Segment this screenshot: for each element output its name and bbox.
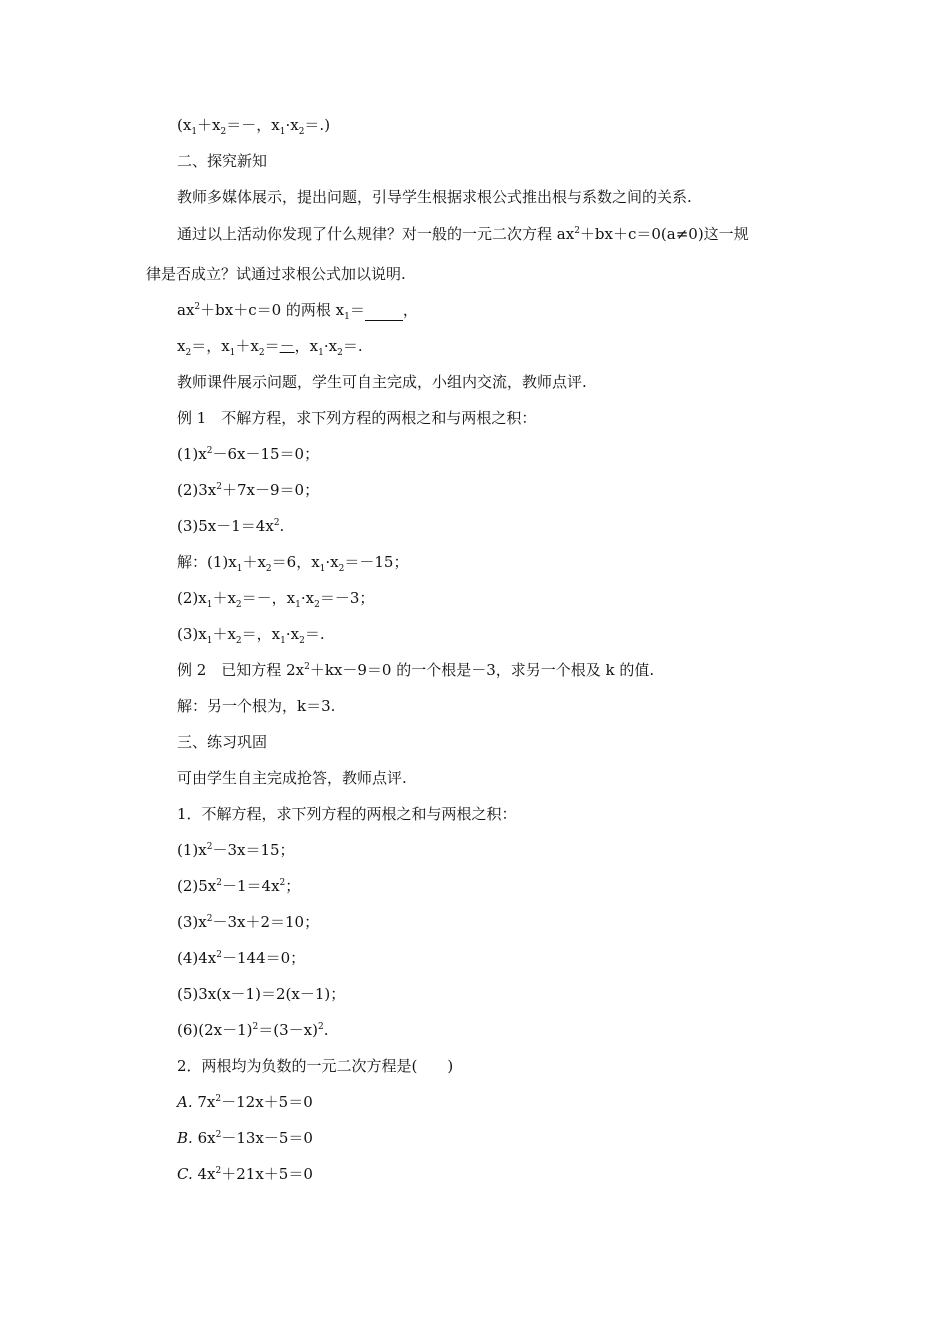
text-line xyxy=(177,552,408,572)
text-run: ·x xyxy=(300,589,315,607)
subscript: 2 xyxy=(298,127,305,137)
subscript: 1 xyxy=(318,348,324,358)
superscript: 2 xyxy=(273,518,280,528)
text-run: ·x xyxy=(285,116,299,134)
text-line xyxy=(177,732,267,752)
text-run: ·x xyxy=(323,337,338,355)
text-run: ＋kx－9＝0 的一个根是－3，求另一个根及 k 的值. xyxy=(309,661,655,679)
text-line xyxy=(177,624,325,644)
option-letter: A. xyxy=(177,1093,193,1111)
text-run: ， xyxy=(402,301,418,319)
subscript: 1 xyxy=(280,636,286,646)
subscript: 2 xyxy=(235,600,242,610)
text-run: 三、练习巩固 xyxy=(177,733,268,751)
text-run: －13x－5＝0 xyxy=(221,1129,313,1147)
text-run: －1＝4x xyxy=(222,877,280,895)
text-run: (x xyxy=(177,116,192,134)
text-run: (2)5x xyxy=(177,877,217,895)
superscript: 2 xyxy=(216,878,222,888)
text-run: ＋x xyxy=(212,589,236,607)
subscript: 1 xyxy=(229,348,236,358)
text-line xyxy=(177,408,536,428)
text-run: 律是否成立？试通过求根公式加以说明. xyxy=(146,265,406,283)
text-run: ＝. xyxy=(342,337,363,355)
text-run: (3)5x－1＝4x xyxy=(177,517,274,535)
text-run: ＋21x＋5＝0 xyxy=(221,1165,313,1183)
text-line xyxy=(177,840,295,860)
subscript: 1 xyxy=(319,564,326,574)
option-letter: C. xyxy=(177,1165,193,1183)
text-run: ＝－3； xyxy=(319,589,375,607)
text-line xyxy=(177,876,300,896)
text-line xyxy=(177,948,305,968)
text-run: ＝6，x xyxy=(271,553,320,571)
text-line xyxy=(177,984,345,1004)
text-run: 解：(1)x xyxy=(177,553,237,571)
superscript: 2 xyxy=(317,1022,324,1032)
superscript: 2 xyxy=(574,226,580,236)
text-run: ＝(3－x) xyxy=(258,1021,318,1039)
text-run: . xyxy=(279,517,285,535)
text-run: 6x xyxy=(192,1129,216,1147)
text-line xyxy=(177,300,418,321)
text-run: (4)4x xyxy=(177,949,217,967)
fill-blank xyxy=(365,300,403,321)
subscript: 2 xyxy=(235,636,242,646)
text-line xyxy=(177,444,319,464)
text-run: ＋7x－9＝0； xyxy=(222,481,320,499)
text-line xyxy=(177,1020,328,1040)
subscript: 2 xyxy=(314,600,320,610)
superscript: 2 xyxy=(215,1130,222,1140)
text-run: (6)(2x－1) xyxy=(177,1021,253,1039)
superscript: 2 xyxy=(206,842,213,852)
text-run: 例 1 不解方程，求下列方程的两根之和与两根之积： xyxy=(177,409,537,427)
subscript: 1 xyxy=(191,127,198,137)
text-run: 教师多媒体展示，提出问题，引导学生根据求根公式推出根与系数之间的关系. xyxy=(177,188,692,206)
superscript: 2 xyxy=(216,950,222,960)
text-run: ＋x xyxy=(235,337,259,355)
text-run: x xyxy=(177,337,186,355)
text-run: . xyxy=(323,1021,329,1039)
subscript: 1 xyxy=(279,127,286,137)
text-line xyxy=(177,1128,313,1148)
text-run: －3x＝15； xyxy=(212,841,295,859)
text-line xyxy=(177,804,517,824)
superscript: 2 xyxy=(194,302,201,312)
text-run: ax xyxy=(177,301,195,319)
text-line xyxy=(177,768,407,788)
superscript: 2 xyxy=(215,1094,222,1104)
text-line xyxy=(177,660,654,680)
text-run: －144＝0； xyxy=(222,949,306,967)
text-run: ＝－，x xyxy=(226,116,280,134)
text-run: (2)x xyxy=(177,589,207,607)
underlined-text: － xyxy=(279,337,295,355)
text-line xyxy=(177,1164,313,1184)
text-run: ＝. xyxy=(304,625,325,643)
text-run: ＝，x xyxy=(191,337,230,355)
text-run: 通过以上活动你发现了什么规律？对一般的一元二次方程 ax xyxy=(177,225,575,243)
text-run: ＝，x xyxy=(241,625,281,643)
text-run: (3)x xyxy=(177,625,207,643)
text-run: 教师课件展示问题，学生可自主完成，小组内交流，教师点评. xyxy=(177,373,587,391)
text-run: ＋x xyxy=(197,116,221,134)
text-run: 解：另一个根为，k＝3. xyxy=(177,697,336,715)
superscript: 2 xyxy=(215,1166,222,1176)
text-run: ＝.) xyxy=(304,116,331,134)
text-run: ＋bx＋c＝0 的两根 x xyxy=(200,301,345,319)
text-run: 2．两根均为负数的一元二次方程是( ) xyxy=(177,1057,454,1075)
text-run: ＝ xyxy=(264,337,280,355)
text-run: ＝－，x xyxy=(241,589,296,607)
subscript: 2 xyxy=(337,348,343,358)
option-letter: B. xyxy=(177,1129,193,1147)
text-run: 4x xyxy=(192,1165,216,1183)
text-run: ＋x xyxy=(242,553,266,571)
text-run: (2)3x xyxy=(177,481,217,499)
subscript: 1 xyxy=(344,312,350,322)
text-run: ＋x xyxy=(212,625,236,643)
subscript: 1 xyxy=(295,600,301,610)
subscript: 2 xyxy=(258,348,265,358)
text-run: 可由学生自主完成抢答，教师点评. xyxy=(177,769,407,787)
text-run: (1)x xyxy=(177,841,207,859)
text-line xyxy=(177,588,374,608)
text-run: －3x＋2＝10； xyxy=(212,913,320,931)
text-run: ＋bx＋c＝0(a≠0)这一规 xyxy=(579,225,749,243)
subscript: 1 xyxy=(206,600,213,610)
subscript: 2 xyxy=(338,564,345,574)
superscript: 2 xyxy=(206,446,213,456)
subscript: 2 xyxy=(299,636,305,646)
subscript: 1 xyxy=(236,564,243,574)
text-line xyxy=(177,516,284,536)
superscript: 2 xyxy=(279,878,286,888)
text-run: ·x xyxy=(325,553,339,571)
text-run: (3)x xyxy=(177,913,207,931)
text-run: 1．不解方程，求下列方程的两根之和与两根之积： xyxy=(177,805,517,823)
text-run: 二、探究新知 xyxy=(177,152,268,170)
text-run: ； xyxy=(285,877,301,895)
text-line xyxy=(177,372,587,392)
text-line xyxy=(177,1056,453,1076)
text-line xyxy=(177,187,692,207)
subscript: 2 xyxy=(265,564,272,574)
text-line xyxy=(177,336,363,356)
text-line xyxy=(177,480,319,500)
text-run: ，x xyxy=(294,337,319,355)
text-run: 7x xyxy=(192,1093,216,1111)
text-line xyxy=(177,115,330,135)
superscript: 2 xyxy=(216,482,222,492)
text-line xyxy=(146,264,406,284)
superscript: 2 xyxy=(304,662,310,672)
subscript: 2 xyxy=(220,127,227,137)
text-run: (5)3x(x－1)＝2(x－1)； xyxy=(177,985,346,1003)
text-run: ·x xyxy=(285,625,300,643)
text-run: －6x－15＝0； xyxy=(212,445,320,463)
text-line xyxy=(177,151,267,171)
text-run: －12x＋5＝0 xyxy=(221,1093,313,1111)
text-run: ＝－15； xyxy=(344,553,409,571)
text-line xyxy=(177,912,319,932)
subscript: 2 xyxy=(185,348,192,358)
text-run: 例 2 已知方程 2x xyxy=(177,661,305,679)
superscript: 2 xyxy=(252,1022,259,1032)
subscript: 1 xyxy=(206,636,213,646)
text-line xyxy=(177,696,335,716)
text-line xyxy=(177,1092,313,1112)
text-line xyxy=(177,224,749,244)
superscript: 2 xyxy=(206,914,213,924)
text-run: (1)x xyxy=(177,445,207,463)
text-run: ＝ xyxy=(349,301,365,319)
